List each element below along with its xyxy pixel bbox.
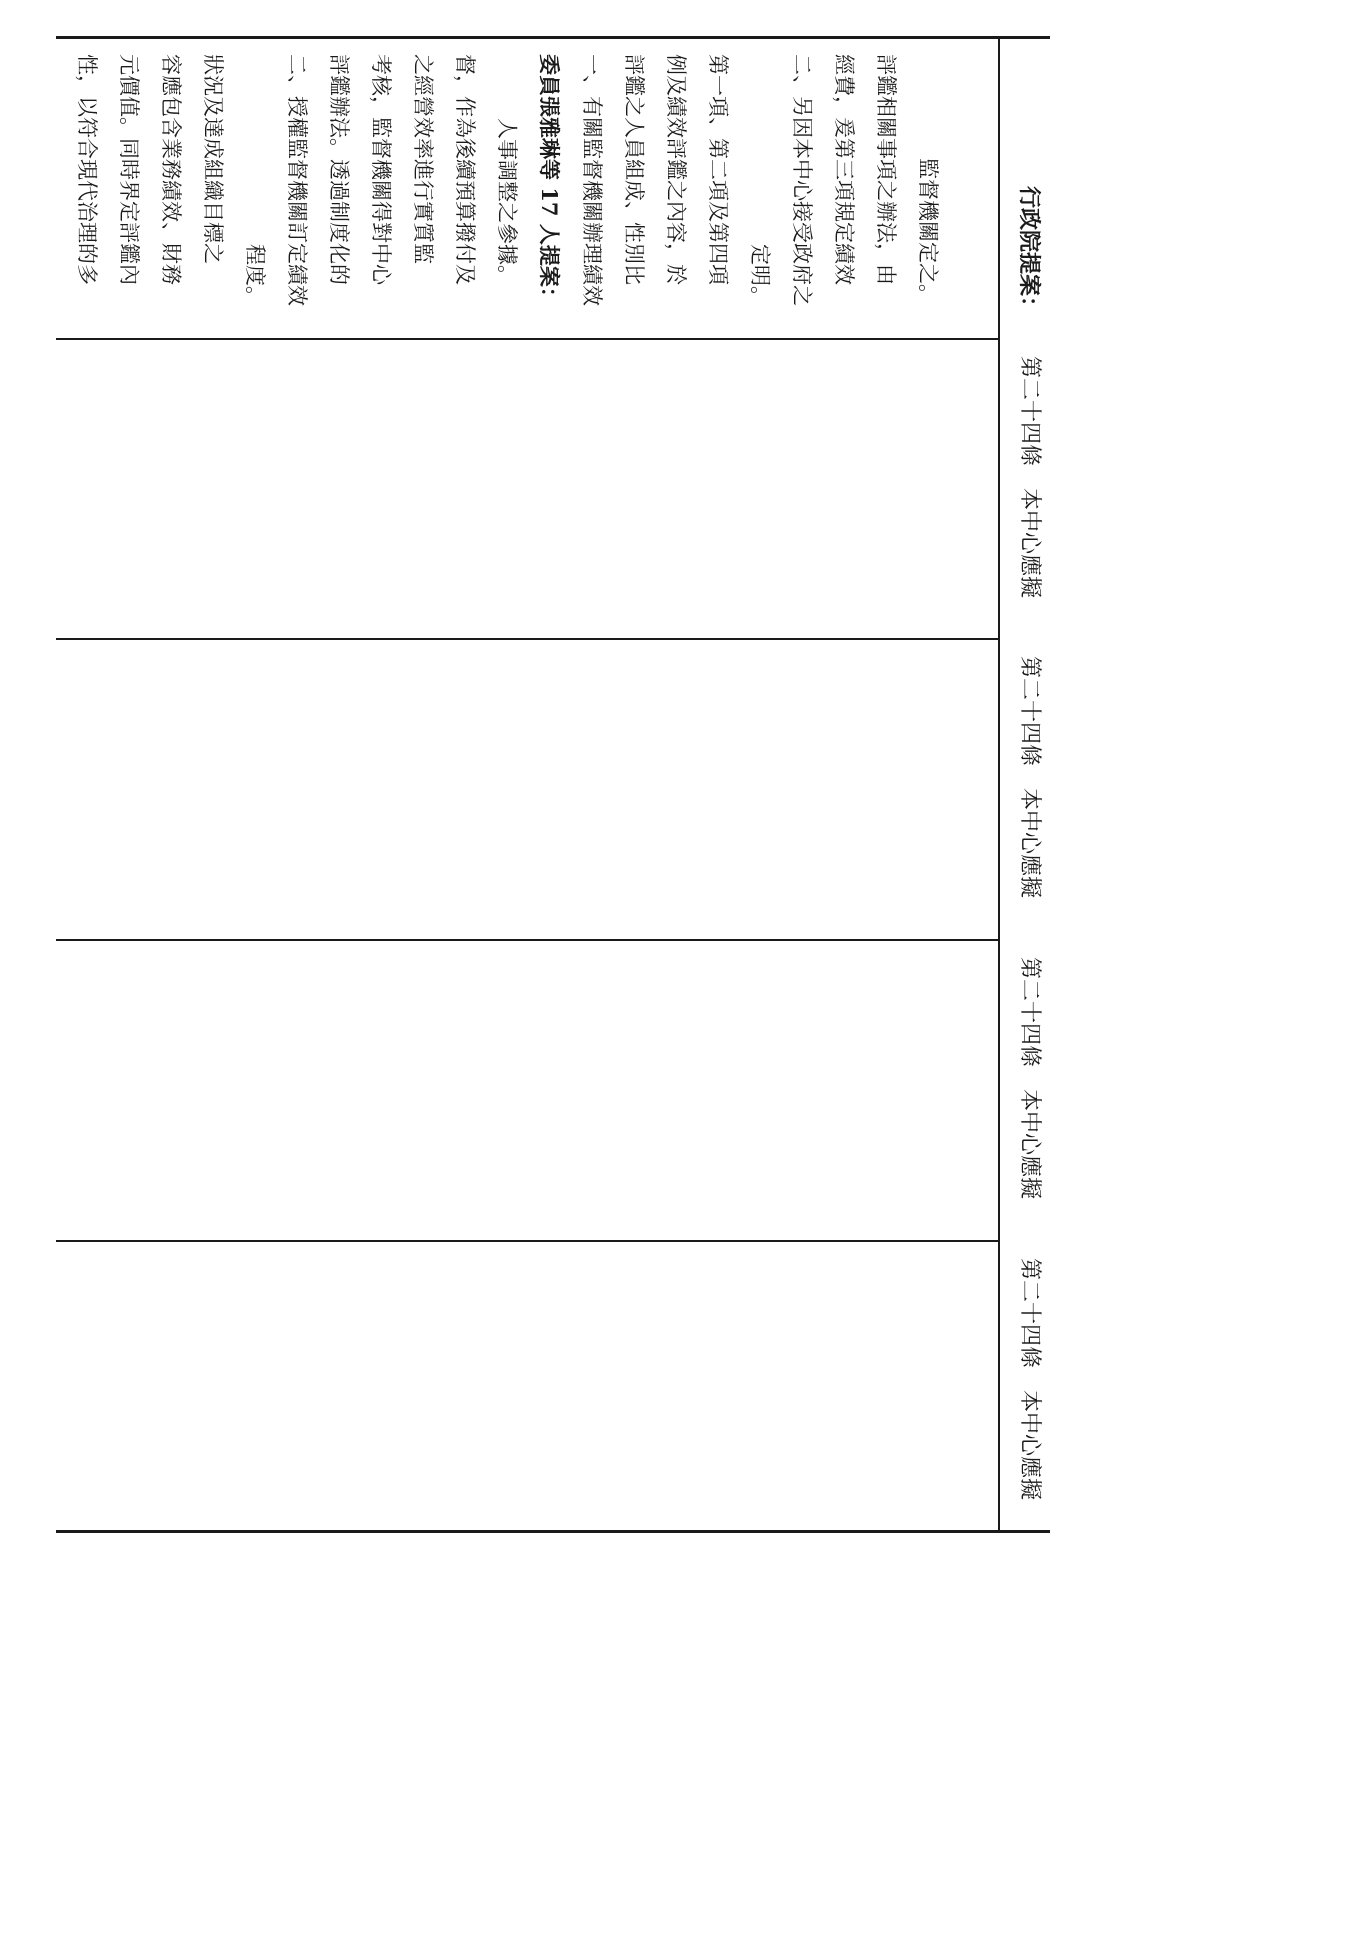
text-line: 狀況及達成組織目標之 (201, 54, 225, 264)
table-row-divider (56, 638, 1000, 640)
text-line: 督，作為後續預算撥付及 (453, 54, 477, 285)
label-column-divider (998, 36, 1000, 1533)
text-line: 一、有關監督機關辦理績效 (580, 54, 604, 306)
text-line: 評鑑之人員組成、性別比 (622, 54, 646, 285)
text-line: 評鑑辦法。透過制度化的 (327, 54, 351, 285)
text-line: 經費，爰第三項規定績效 (832, 54, 856, 285)
table-bottom-border (56, 1530, 1050, 1533)
text-line: 元價值。同時界定評鑑內 (117, 54, 141, 285)
text-line: 考核，監督機關得對中心 (369, 54, 393, 285)
text-line: 人事調整之參據。 (495, 118, 519, 286)
text-line: 定明。 (748, 244, 772, 307)
text-line: 二、授權監督機關訂定績效 (285, 54, 309, 306)
executive-yuan-proposal-label: 行政院提案： (1016, 186, 1042, 319)
text-line: 評鑑相關事項之辦法，由 (874, 54, 898, 285)
text-line: 之經營效率進行實質監 (411, 54, 435, 264)
article-label: 第二十四條 本中心應擬 (1017, 656, 1042, 899)
table-row-divider (56, 1240, 1000, 1242)
text-line: 容應包含業務績效、財務 (159, 54, 183, 285)
article-label: 第二十四條 本中心應擬 (1017, 356, 1042, 599)
proposal-heading: 委員張雅琳等 17 人提案： (537, 54, 562, 308)
text-line: 二、另因本中心接受政府之 (790, 54, 814, 306)
text-line: 性，以符合現代治理的多 (75, 54, 99, 285)
article-label: 第二十四條 本中心應擬 (1017, 1258, 1042, 1501)
text-line: 例及績效評鑑之內容，於 (664, 54, 688, 285)
table-row-divider (56, 338, 1000, 340)
text-line: 第一項、第二項及第四項 (706, 54, 730, 285)
text-line: 監督機關定之。 (916, 158, 940, 305)
table-row-divider (56, 939, 1000, 941)
article-label: 第二十四條 本中心應擬 (1017, 957, 1042, 1200)
text-line: 程度。 (243, 244, 267, 307)
table-top-border (56, 36, 1050, 39)
